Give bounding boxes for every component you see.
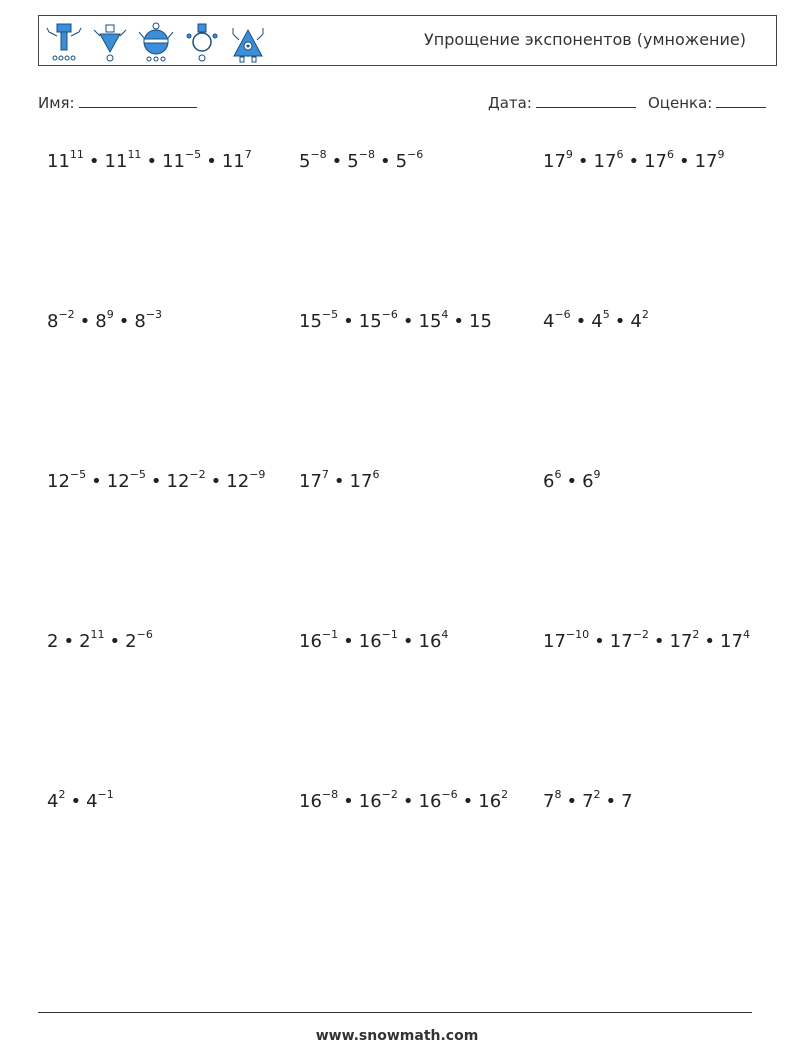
problem-11 — [299, 630, 448, 652]
exponent: −2 — [189, 468, 206, 481]
exponent: −5 — [321, 308, 339, 321]
exponent: −8 — [310, 148, 327, 161]
exponent: 6 — [554, 468, 562, 481]
problem-6 — [543, 310, 649, 332]
exponent: 9 — [106, 308, 114, 321]
problem-4 — [47, 310, 162, 332]
base: 5 — [347, 151, 359, 172]
multiply-dot: • — [88, 151, 100, 172]
exponent: −1 — [97, 788, 114, 801]
multiply-dot: • — [63, 631, 75, 652]
multiply-dot: • — [614, 311, 626, 332]
base: 8 — [95, 311, 107, 332]
multiply-dot: • — [628, 151, 640, 172]
multiply-dot: • — [210, 471, 222, 492]
robot-decorations — [45, 20, 267, 64]
base: 16 — [418, 631, 442, 652]
name-label: Имя: — [38, 94, 75, 112]
exponent: 6 — [372, 468, 380, 481]
base: 11 — [104, 151, 128, 172]
multiply-dot: • — [343, 631, 354, 652]
base: 17 — [644, 151, 667, 172]
name-field — [38, 93, 197, 112]
base: 17 — [543, 631, 566, 652]
exponent: 9 — [565, 148, 573, 161]
exponent: −9 — [249, 468, 266, 481]
multiply-dot: • — [343, 791, 354, 812]
exponent: −6 — [554, 308, 571, 321]
base: 4 — [630, 311, 642, 332]
multiply-dot: • — [575, 311, 587, 332]
exponent: −10 — [565, 628, 590, 641]
base: 15 — [418, 311, 442, 332]
exponent: 4 — [742, 628, 750, 641]
base: 16 — [358, 631, 382, 652]
exponent: −6 — [407, 148, 424, 161]
multiply-dot: • — [402, 311, 414, 332]
problem-2 — [299, 150, 423, 172]
problem-9 — [543, 470, 601, 492]
base: 2 — [47, 631, 59, 652]
multiply-dot: • — [566, 791, 578, 812]
worksheet-title: Упрощение экспонентов (умножение) — [424, 30, 746, 49]
exponent: 11 — [127, 148, 142, 161]
exponent: −5 — [184, 148, 202, 161]
multiply-dot: • — [704, 631, 716, 652]
problem-3 — [543, 150, 725, 172]
multiply-dot: • — [118, 311, 130, 332]
exponent: 4 — [441, 308, 449, 321]
name-blank[interactable] — [79, 93, 197, 108]
base: 12 — [226, 471, 250, 492]
base: 11 — [162, 151, 185, 172]
multiply-dot: • — [150, 471, 162, 492]
grade-label: Оценка: — [648, 94, 713, 112]
base: 4 — [86, 791, 98, 812]
exponent: 5 — [602, 308, 610, 321]
multiply-dot: • — [566, 471, 578, 492]
robot-icon — [45, 20, 83, 64]
problem-15 — [543, 790, 633, 812]
grade-blank[interactable] — [716, 93, 766, 108]
exponent: 7 — [244, 148, 252, 161]
multiply-dot: • — [206, 151, 217, 172]
exponent: −6 — [381, 308, 398, 321]
exponent: −8 — [321, 788, 339, 801]
worksheet-header — [38, 15, 777, 66]
exponent: −2 — [632, 628, 649, 641]
exponent: 11 — [90, 628, 105, 641]
base: 17 — [593, 151, 617, 172]
exponent: 2 — [641, 308, 649, 321]
exponent: −3 — [145, 308, 163, 321]
problem-14 — [299, 790, 508, 812]
exponent: 9 — [717, 148, 725, 161]
problem-13 — [47, 790, 114, 812]
exponent: 6 — [666, 148, 674, 161]
multiply-dot: • — [109, 631, 121, 652]
robot-icon — [229, 20, 267, 64]
base: 16 — [358, 791, 382, 812]
base: 4 — [591, 311, 603, 332]
base: 6 — [543, 471, 555, 492]
multiply-dot: • — [605, 791, 617, 812]
multiply-dot: • — [79, 311, 91, 332]
footer-divider — [38, 1012, 752, 1013]
base: 12 — [106, 471, 130, 492]
exponent: 11 — [69, 148, 84, 161]
exponent: 2 — [58, 788, 66, 801]
base: 15 — [299, 311, 322, 332]
base: 12 — [166, 471, 190, 492]
multiply-dot: • — [462, 791, 474, 812]
date-field — [488, 93, 636, 112]
base: 5 — [395, 151, 408, 172]
base: 17 — [720, 631, 743, 652]
multiply-dot: • — [653, 631, 665, 652]
exponent: −8 — [358, 148, 375, 161]
multiply-dot: • — [453, 311, 465, 332]
base: 16 — [418, 791, 442, 812]
multiply-dot: • — [402, 791, 414, 812]
multiply-dot: • — [331, 151, 343, 172]
exponent: 2 — [692, 628, 700, 641]
multiply-dot: • — [91, 471, 102, 492]
exponent: 7 — [321, 468, 329, 481]
exponent: −2 — [381, 788, 398, 801]
date-blank[interactable] — [536, 93, 636, 108]
robot-icon — [91, 20, 129, 64]
multiply-dot: • — [594, 631, 605, 652]
problem-5 — [299, 310, 492, 332]
base: 7 — [543, 791, 555, 812]
robot-icon — [137, 20, 175, 64]
base: 5 — [299, 151, 311, 172]
multiply-dot: • — [333, 471, 345, 492]
multiply-dot: • — [70, 791, 82, 812]
exponent: −2 — [58, 308, 75, 321]
base: 17 — [694, 151, 718, 172]
problem-1 — [47, 150, 252, 172]
base: 15 — [469, 311, 492, 332]
base: 8 — [47, 311, 59, 332]
base: 16 — [299, 631, 322, 652]
exponent: −1 — [381, 628, 398, 641]
robot-icon — [183, 20, 221, 64]
base: 6 — [582, 471, 594, 492]
base: 4 — [543, 311, 555, 332]
base: 2 — [79, 631, 91, 652]
problem-12 — [543, 630, 750, 652]
base: 11 — [47, 151, 70, 172]
base: 17 — [299, 471, 322, 492]
base: 17 — [349, 471, 373, 492]
exponent: 4 — [441, 628, 449, 641]
base: 17 — [543, 151, 566, 172]
grade-field — [648, 93, 766, 112]
problem-10 — [47, 630, 153, 652]
base: 15 — [358, 311, 382, 332]
problem-8 — [299, 470, 379, 492]
base: 17 — [669, 631, 693, 652]
exponent: −5 — [69, 468, 87, 481]
base: 17 — [609, 631, 633, 652]
exponent: −6 — [136, 628, 153, 641]
multiply-dot: • — [379, 151, 391, 172]
base: 16 — [299, 791, 322, 812]
base: 7 — [621, 791, 633, 812]
base: 11 — [221, 151, 245, 172]
multiply-dot: • — [678, 151, 690, 172]
multiply-dot: • — [577, 151, 589, 172]
base: 8 — [134, 311, 146, 332]
base: 12 — [47, 471, 70, 492]
multiply-dot: • — [402, 631, 414, 652]
footer-url: www.snowmath.com — [315, 1028, 479, 1044]
base: 2 — [125, 631, 137, 652]
exponent: 9 — [593, 468, 601, 481]
date-label: Дата: — [488, 94, 532, 112]
multiply-dot: • — [146, 151, 158, 172]
exponent: 8 — [554, 788, 562, 801]
base: 4 — [47, 791, 59, 812]
exponent: 2 — [501, 788, 509, 801]
base: 7 — [582, 791, 594, 812]
exponent: −1 — [321, 628, 339, 641]
exponent: −5 — [129, 468, 146, 481]
exponent: −6 — [441, 788, 458, 801]
base: 16 — [478, 791, 502, 812]
multiply-dot: • — [343, 311, 354, 332]
exponent: 6 — [616, 148, 624, 161]
problem-7 — [47, 470, 265, 492]
exponent: 2 — [593, 788, 601, 801]
